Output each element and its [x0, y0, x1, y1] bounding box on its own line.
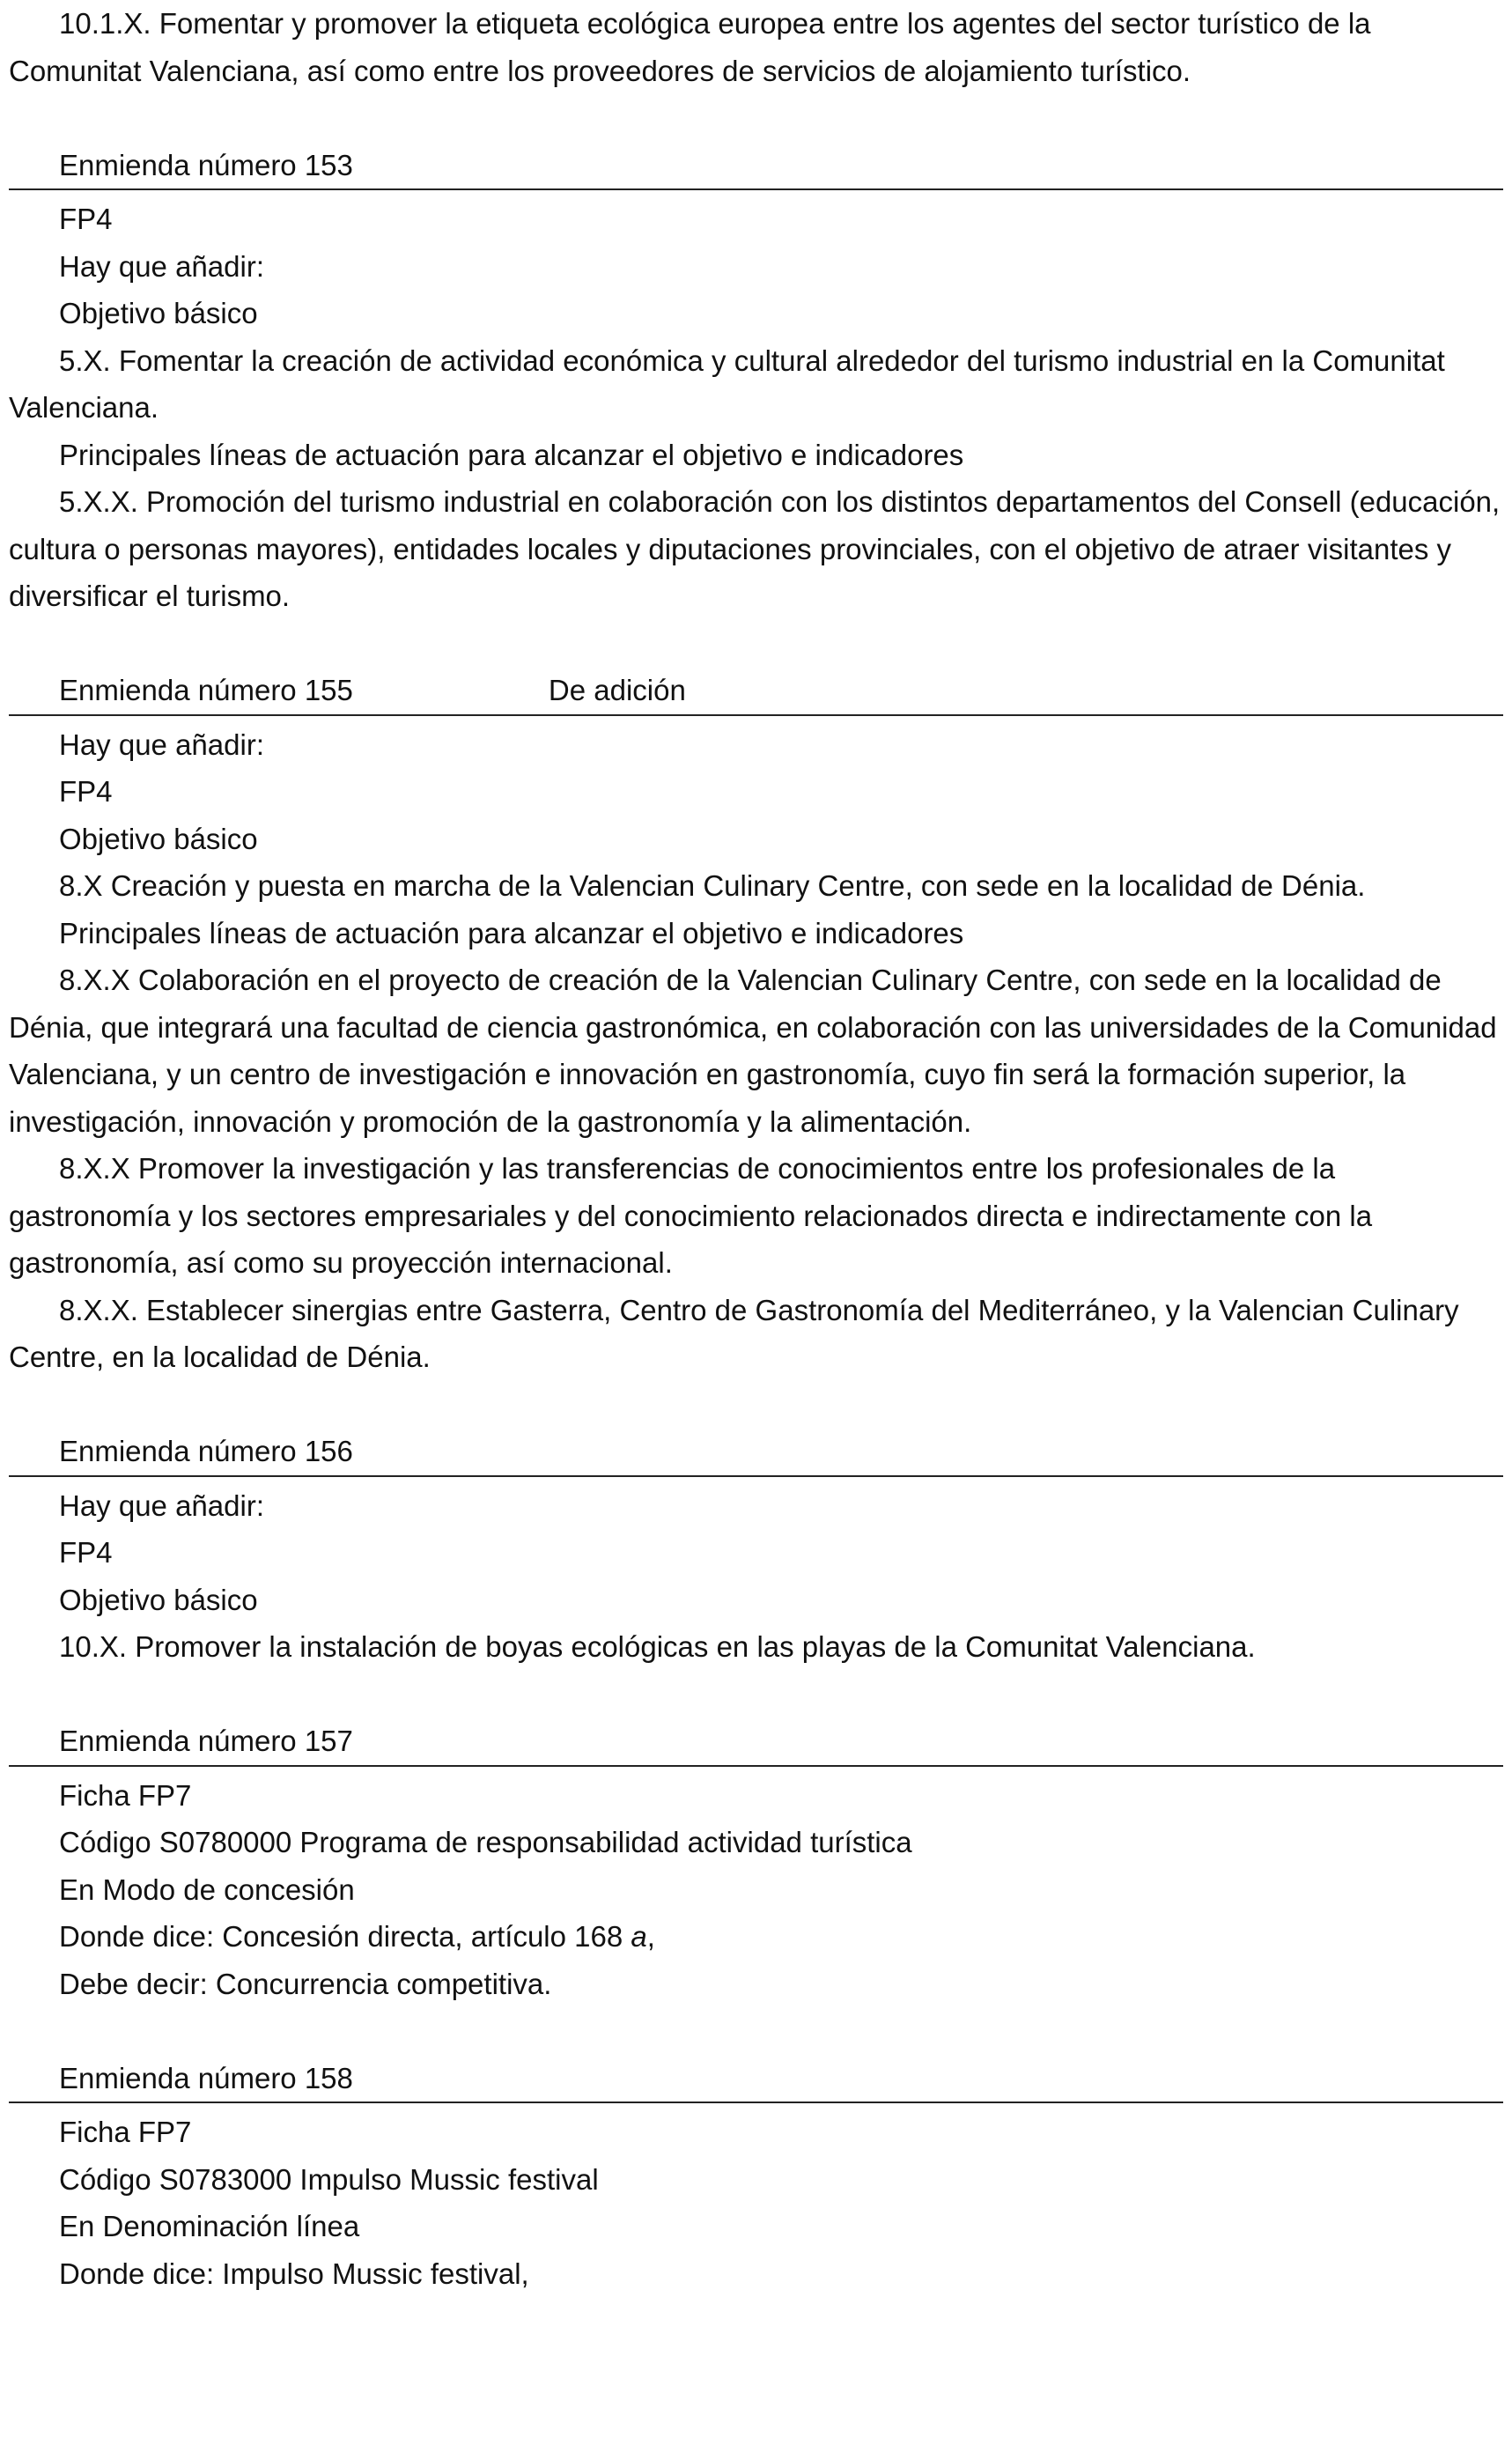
amendment-title: Enmienda número 155: [59, 674, 353, 706]
current-text-main: Donde dice: Concesión directa, artículo 168: [59, 1920, 631, 1953]
amendment-155-heading: [9, 667, 1503, 716]
spacer: [9, 1381, 1503, 1429]
program-code: Código S0783000 Impulso Mussic festival: [59, 2162, 599, 2196]
spacer: [9, 620, 1503, 668]
spacer: [9, 1671, 1503, 1718]
amendment-157-heading: [9, 1717, 1503, 1767]
objective-text: 5.X. Fomentar la creación de actividad económica y cultural alrededor del turismo industrial en la Comunitat Valenciana.: [9, 343, 1445, 424]
amendment-153-heading: [9, 142, 1503, 191]
current-text-end: ,: [646, 1920, 655, 1953]
action-text: 8.X.X Colaboración en el proyecto de creación de la Valencian Culinary Centre, con sede en la localidad de Dénia, que integrará una facultad de ciencia gastronómica, en colaboración con las universidades de la Comunidad Valenciana, y un centro de investigación e innovación en gastronomía, cuyo fin será la formación superior, la investigación, innovación y promoción de la gastronomía y la alimentación.: [9, 964, 1497, 1138]
instruction-line: Hay que añadir:: [59, 728, 264, 761]
sheet-code: FP4: [59, 775, 113, 808]
current-text-italic: a: [631, 1920, 647, 1953]
current-text: [9, 1913, 1503, 1961]
objective-text: 10.X. Promover la instalación de boyas ecológicas en las playas de la Comunitat Valenciana.: [59, 1630, 1256, 1663]
proposed-text: Debe decir: Concurrencia competitiva.: [59, 1967, 552, 2000]
field-label: En Denominación línea: [59, 2210, 360, 2242]
document-page: [9, 0, 1503, 2297]
current-text: Donde dice: Impulso Mussic festival,: [59, 2257, 529, 2290]
intro-paragraph: 10.1.X. Fomentar y promover la etiqueta ecológica europea entre los agentes del sector turístico de la Comunitat Valenciana, así como entre los proveedores de servicios de alojamiento turístico.: [9, 7, 1371, 87]
field-label: En Modo de concesión: [59, 1873, 355, 1906]
amendment-title: Enmienda número 158: [59, 2061, 353, 2094]
sheet-code: Ficha FP7: [59, 2116, 192, 2148]
action-lines-label: Principales líneas de actuación para alcanzar el objetivo e indicadores: [59, 916, 964, 949]
action-text: 5.X.X. Promoción del turismo industrial en colaboración con los distintos departamentos del Consell (educación, cultura o personas mayores), entidades locales y diputaciones provinciales, con el objetivo de atraer visitantes y diversificar el turismo.: [9, 485, 1501, 612]
amendment-158-heading: [9, 2055, 1503, 2104]
objective-text: 8.X Creación y puesta en marcha de la Valencian Culinary Centre, con sede en la localidad de Dénia.: [59, 869, 1366, 902]
amendment-156-heading: [9, 1428, 1503, 1477]
action-text: 8.X.X. Establecer sinergias entre Gasterra, Centro de Gastronomía del Mediterráneo, y la Valencian Culinary Centre, en la localidad de Dénia.: [9, 1293, 1459, 1373]
amendment-title: Enmienda número 153: [59, 148, 353, 181]
action-lines-label: Principales líneas de actuación para alcanzar el objetivo e indicadores: [59, 438, 964, 471]
sheet-code: FP4: [59, 203, 113, 235]
action-text: 8.X.X Promover la investigación y las transferencias de conocimientos entre los profesionales de la gastronomía y los sectores empresariales y del conocimiento relacionados directa e indirectamente con la gastronomía, así como su proyección internacional.: [9, 1152, 1373, 1279]
sheet-code: Ficha FP7: [59, 1778, 192, 1812]
objective-label: Objetivo básico: [59, 1583, 258, 1616]
instruction-line: Hay que añadir:: [59, 249, 264, 283]
objective-label: Objetivo básico: [59, 822, 258, 855]
amendment-title: Enmienda número 156: [59, 1435, 353, 1467]
instruction-line: Hay que añadir:: [59, 1488, 264, 1522]
amendment-type: De adición: [548, 674, 686, 706]
sheet-code: FP4: [59, 1536, 113, 1569]
spacer: [9, 2007, 1503, 2055]
amendment-title: Enmienda número 157: [59, 1725, 353, 1757]
program-code: Código S0780000 Programa de responsabilidad actividad turística: [59, 1826, 912, 1858]
spacer: [9, 94, 1503, 142]
objective-label: Objetivo básico: [59, 297, 258, 329]
